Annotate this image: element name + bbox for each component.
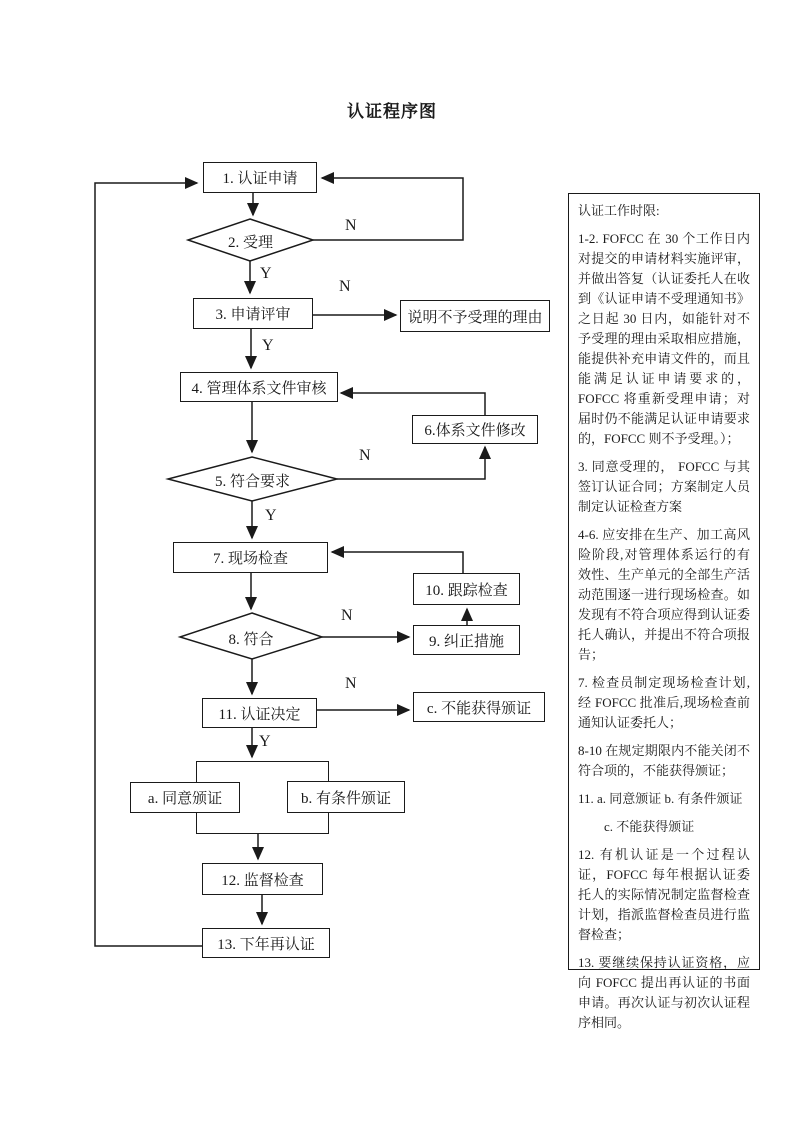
panel-paragraph: 认证工作时限: — [578, 203, 660, 218]
panel-paragraph: 3. 同意受理的， FOFCC 与其签订认证合同；方案制定人员制定认证检查方案 — [578, 459, 750, 514]
node-a-approve-certificate: a. 同意颁证 — [130, 782, 240, 813]
node-11-certification-decision: 11. 认证决定 — [202, 698, 317, 728]
node-12-supervision-inspection: 12. 监督检查 — [202, 863, 323, 895]
edge-10-to-7 — [332, 552, 463, 573]
panel-paragraph: c. 不能获得颁证 — [604, 819, 695, 834]
node-1-certification-application: 1. 认证申请 — [203, 162, 317, 193]
label-no-2: N — [345, 217, 357, 234]
node-6-document-revision: 6.体系文件修改 — [412, 415, 538, 444]
panel-paragraph: 11. a. 同意颁证 b. 有条件颁证 — [578, 791, 743, 806]
panel-paragraph: 4-6. 应安排在生产、加工高风险阶段,对管理体系运行的有效性、生产单元的全部生产活动范围逐一进行现场检查。如发现有不符合项应得到认证委托人确认，并提出不符合项报告； — [578, 527, 750, 662]
panel-paragraph: 1-2. FOFCC 在 30 个工作日内对提交的申请材料实施评审，并做出答复（认证委托人在收到《认证申请不受理通知书》之日起 30 日内，如能针对不予受理的理由采取相应措施，能提供补充申请文件的，而且能满足认证申请要求的，FOFCC 将重新受理申请；对届时仍不能满足认证申请要求的，FOFCC 则不予受理。）； — [578, 231, 750, 446]
node-3-application-review: 3. 申请评审 — [193, 298, 313, 329]
label-no-11: N — [345, 675, 357, 692]
decision-2-acceptance: 2. 受理 — [227, 235, 273, 251]
node-13-recertify-next-year: 13. 下年再认证 — [202, 928, 330, 958]
node-b-conditional-certificate: b. 有条件颁证 — [287, 781, 405, 813]
node-reason-not-accepted: 说明不予受理的理由 — [400, 300, 550, 332]
panel-paragraph: 12. 有机认证是一个过程认证，FOFCC 每年根据认证委托人的实际情况制定监督检查计划，指派监督检查员进行监督检查； — [578, 847, 750, 942]
edge-6-to-4 — [341, 393, 485, 415]
edge-2-no-to-1 — [313, 178, 463, 240]
label-no-8: N — [341, 607, 353, 624]
label-yes-3: Y — [262, 337, 274, 354]
node-4-system-document-audit: 4. 管理体系文件审核 — [180, 372, 338, 402]
label-yes-5: Y — [265, 507, 277, 524]
panel-paragraph: 8-10 在规定期限内不能关闭不符合项的，不能获得颁证； — [578, 743, 750, 778]
time-limits-panel — [568, 193, 760, 1030]
decision-5-meets-requirements: 5. 符合要求 — [214, 474, 290, 490]
node-9-corrective-action: 9. 纠正措施 — [413, 625, 520, 655]
page-title: 认证程序图 — [347, 102, 437, 121]
label-no-5: N — [359, 447, 371, 464]
decision-8-conform: 8. 符合 — [228, 632, 274, 648]
node-c-no-certificate: c. 不能获得颁证 — [413, 692, 545, 722]
panel-paragraph: 7. 检查员制定现场检查计划,经 FOFCC 批准后,现场检查前通知认证委托人； — [578, 675, 750, 730]
label-no-3: N — [339, 278, 351, 295]
panel-paragraph: 13. 要继续保持认证资格，应向 FOFCC 提出再认证的书面申请。再次认证与初次认证程序相同。 — [578, 955, 750, 1030]
label-yes-2: Y — [260, 265, 272, 282]
label-yes-11: Y — [259, 733, 271, 750]
node-7-onsite-inspection: 7. 现场检查 — [173, 542, 328, 573]
node-10-follow-up-inspection: 10. 跟踪检查 — [413, 573, 520, 605]
